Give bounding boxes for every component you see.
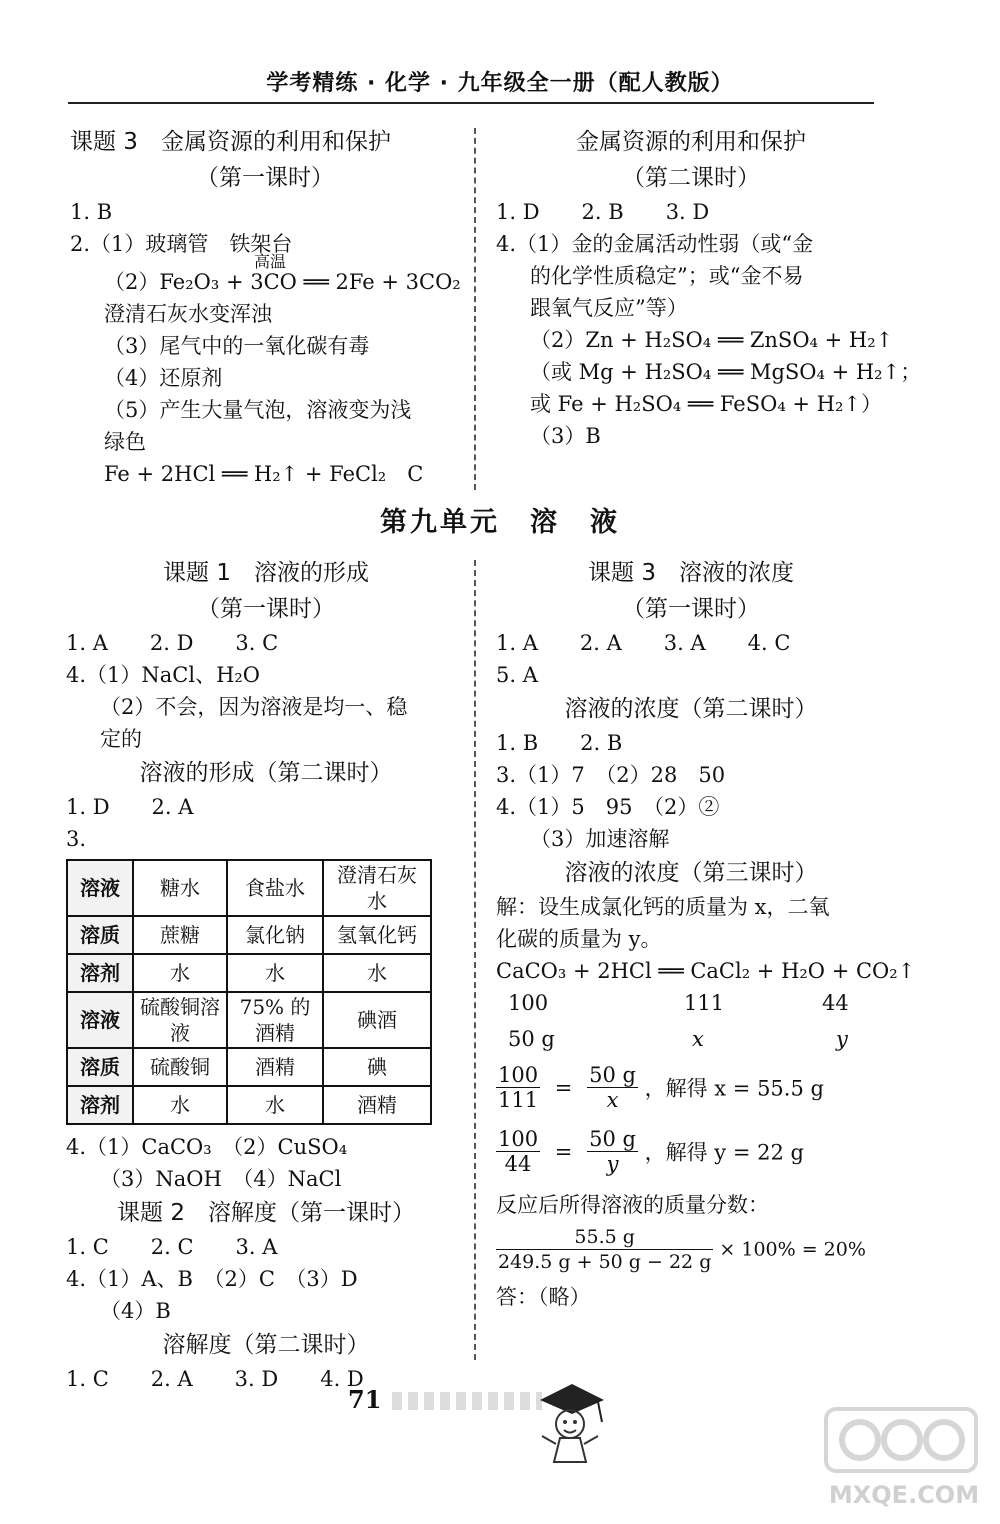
fraction: $\frac{100}{111}$ xyxy=(498,1063,539,1112)
section-subtitle: （第一课时） xyxy=(622,596,760,622)
table-cell: 水 xyxy=(227,954,323,992)
molar-mass-row xyxy=(496,987,886,1019)
answer-line: 4.（1）A、B （2）C （3）D xyxy=(66,1267,358,1291)
answer-line: 绿色 xyxy=(104,430,146,454)
bottom-left-column xyxy=(66,555,466,1395)
section-title: 溶解度（第二课时） xyxy=(162,1332,370,1358)
answer-note: 答：（略） xyxy=(496,1285,591,1309)
section-title: 溶液的浓度（第二课时） xyxy=(564,696,818,722)
equation-text: （2）Fe₂O₃ + 3CO ══ 2Fe + 3CO₂ xyxy=(104,270,461,294)
answer-line: 3. xyxy=(66,827,87,851)
row-label: 溶质 xyxy=(67,916,133,954)
answer-line: 1. A 2. D 3. C xyxy=(66,631,279,655)
table-cell: 水 xyxy=(227,1086,323,1124)
table-cell: 食盐水 xyxy=(227,860,323,916)
table-cell: 酒精 xyxy=(227,1048,323,1086)
answer-line: 1. A 2. A 3. A 4. C xyxy=(496,631,791,655)
table-row xyxy=(67,1086,431,1124)
section-title: 课题 2 溶解度（第一课时） xyxy=(117,1200,415,1226)
graduate-mascot-icon xyxy=(532,1378,612,1470)
table-cell: 水 xyxy=(323,954,431,992)
section-subtitle: （第二课时） xyxy=(622,165,760,191)
answer-line: 1. B xyxy=(70,200,113,224)
answer-line: Fe + 2HCl ══ H₂↑ + FeCl₂ C xyxy=(104,462,424,486)
answer-line: 1. D 2. A xyxy=(66,795,194,819)
mass-value: y xyxy=(836,1027,848,1051)
answer-line: （4）B xyxy=(100,1299,171,1323)
answer-line: （2）Zn + H₂SO₄ ══ ZnSO₄ + H₂↑ xyxy=(530,328,894,352)
column-divider-bottom xyxy=(474,560,476,1360)
result-text: ，解得 y = 22 g xyxy=(644,1140,804,1165)
section-title: 溶液的浓度（第三课时） xyxy=(564,860,818,886)
answer-line: 跟氧气反应”等） xyxy=(530,296,688,320)
mass-value: 44 xyxy=(822,991,849,1015)
answer-line: （4）还原剂 xyxy=(104,366,223,390)
answer-line: （2）不会，因为溶液是均一、稳 xyxy=(100,695,408,719)
mass-value: 50 g xyxy=(508,1027,555,1051)
result-text: × 100% = 20% xyxy=(719,1238,866,1261)
answer-line: 4.（1）5 95 （2）② xyxy=(496,795,720,819)
page-number: 71 xyxy=(348,1385,382,1414)
proportion-eq-y xyxy=(496,1127,886,1185)
answer-line: 澄清石灰水变浑浊 xyxy=(104,302,272,326)
table-cell: 75% 的酒精 xyxy=(227,992,323,1048)
section-title: 课题 3 金属资源的利用和保护 xyxy=(70,129,391,155)
column-divider-top xyxy=(474,128,476,490)
table-cell: 碘酒 xyxy=(323,992,431,1048)
equals-sign: = xyxy=(554,1139,573,1164)
row-label: 溶液 xyxy=(67,860,133,916)
answer-line: 3.（1）7 （2）28 50 xyxy=(496,763,726,787)
section-title: 课题 1 溶液的形成 xyxy=(163,560,369,586)
solution-table xyxy=(66,859,432,1125)
answer-line: 4.（1）CaCO₃ （2）CuSO₄ xyxy=(66,1135,348,1159)
answer-line: 1. C 2. A 3. D 4. D xyxy=(66,1367,364,1391)
row-label: 溶剂 xyxy=(67,1086,133,1124)
row-label: 溶剂 xyxy=(67,954,133,992)
answer-line: （3）加速溶解 xyxy=(530,827,670,851)
proportion-eq-x xyxy=(496,1063,886,1121)
section-title: 课题 3 溶液的浓度 xyxy=(588,560,794,586)
answer-line: 5. A xyxy=(496,663,538,687)
table-cell: 水 xyxy=(133,954,227,992)
row-label: 溶质 xyxy=(67,1048,133,1086)
fraction: $\frac{55.5 g}{249.5 g + 50 g - 22 g}$ xyxy=(498,1226,712,1273)
mass-fraction-eq xyxy=(496,1225,886,1281)
answer-line: （3）NaOH （4）NaCl xyxy=(100,1167,342,1191)
fraction: $\frac{50 g}{x}$ xyxy=(589,1063,636,1112)
unit-title: 第九单元 溶 液 xyxy=(380,507,620,538)
answer-line: 1. C 2. C 3. A xyxy=(66,1235,278,1259)
table-cell: 糖水 xyxy=(133,860,227,916)
header-rule xyxy=(68,102,874,104)
equation-line: CaCO₃ + 2HCl ══ CaCl₂ + H₂O + CO₂↑ xyxy=(496,959,916,983)
footer-decoration xyxy=(392,1392,542,1410)
section-title: 溶液的形成（第二课时） xyxy=(139,760,393,786)
table-row xyxy=(67,916,431,954)
reaction-condition: 高温 xyxy=(254,252,287,271)
answer-line: （5）产生大量气泡，溶液变为浅 xyxy=(104,398,412,422)
table-cell: 硫酸铜 xyxy=(133,1048,227,1086)
fraction: $\frac{50 g}{y}$ xyxy=(589,1127,636,1176)
watermark-text: MXQE.COM xyxy=(828,1481,980,1509)
section-subtitle: （第一课时） xyxy=(196,165,334,191)
table-cell: 氯化钠 xyxy=(227,916,323,954)
fraction: $\frac{100}{44}$ xyxy=(498,1127,539,1176)
top-right-column xyxy=(496,124,922,452)
watermark-logo xyxy=(820,1405,990,1515)
answer-line: 4.（1）NaCl、H₂O xyxy=(66,663,261,687)
section-subtitle: （第一课时） xyxy=(197,596,335,622)
equals-sign: = xyxy=(554,1075,573,1100)
actual-mass-row xyxy=(496,1023,886,1055)
result-text: ，解得 x = 55.5 g xyxy=(644,1076,824,1101)
table-cell: 酒精 xyxy=(323,1086,431,1124)
answer-line: 的化学性质稳定”；或“金不易 xyxy=(530,264,804,288)
answer-line: 4.（1）金的金属活动性弱（或“金 xyxy=(496,232,814,256)
solution-line: 反应后所得溶液的质量分数： xyxy=(496,1193,769,1217)
bottom-right-column xyxy=(496,555,916,1313)
answer-line: （3）尾气中的一氧化碳有毒 xyxy=(104,334,370,358)
answer-line: （或 Mg + H₂SO₄ ══ MgSO₄ + H₂↑； xyxy=(530,360,922,384)
table-cell: 水 xyxy=(133,1086,227,1124)
header-title: 学考精练 · 化学 · 九年级全一册（配人教版） xyxy=(266,71,734,96)
answer-line: （3）B xyxy=(530,424,601,448)
solution-line: 解：设生成氯化钙的质量为 x，二氧 xyxy=(496,895,830,919)
section-title: 金属资源的利用和保护 xyxy=(576,129,806,155)
table-cell: 硫酸铜溶液 xyxy=(133,992,227,1048)
mass-value: 111 xyxy=(684,991,725,1015)
table-cell: 蔗糖 xyxy=(133,916,227,954)
table-row xyxy=(67,860,431,916)
table-cell: 氢氧化钙 xyxy=(323,916,431,954)
row-label: 溶液 xyxy=(67,992,133,1048)
table-row xyxy=(67,1048,431,1086)
top-left-column xyxy=(70,124,460,490)
table-cell: 碘 xyxy=(323,1048,431,1086)
answer-line: 1. D 2. B 3. D xyxy=(496,200,710,224)
answer-line: 定的 xyxy=(100,727,142,751)
table-row xyxy=(67,992,431,1048)
answer-line: 2.（1）玻璃管 铁架台 xyxy=(70,232,293,256)
mass-value: 100 xyxy=(508,991,549,1015)
answer-line: 1. B 2. B xyxy=(496,731,623,755)
mass-value: x xyxy=(692,1027,704,1051)
answer-line: 或 Fe + H₂SO₄ ══ FeSO₄ + H₂↑） xyxy=(530,392,883,416)
answer-line xyxy=(70,252,461,298)
table-cell: 澄清石灰水 xyxy=(323,860,431,916)
table-row xyxy=(67,954,431,992)
solution-line: 化碳的质量为 y。 xyxy=(496,927,662,951)
